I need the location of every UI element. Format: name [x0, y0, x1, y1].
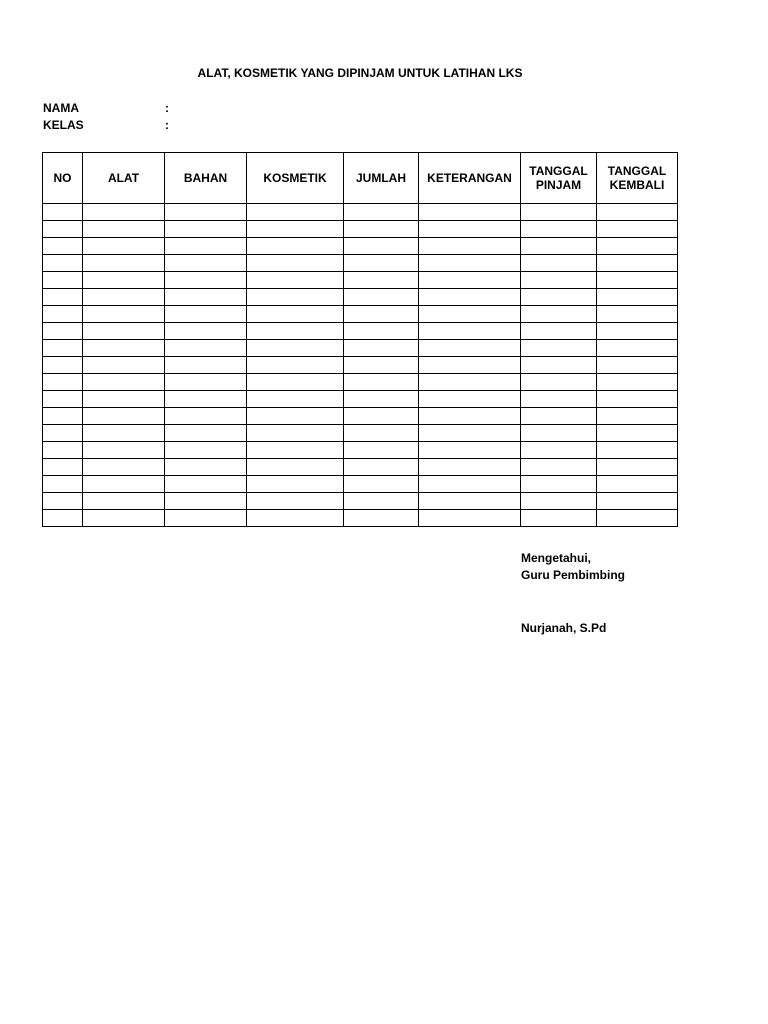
table-row [43, 238, 678, 255]
cell-no[interactable] [43, 204, 83, 221]
cell-alat[interactable] [83, 289, 165, 306]
cell-keterangan[interactable] [419, 425, 521, 442]
cell-jumlah[interactable] [344, 289, 419, 306]
cell-bahan[interactable] [165, 459, 247, 476]
cell-no[interactable] [43, 238, 83, 255]
cell-keterangan[interactable] [419, 357, 521, 374]
header-tanggal-kembali-line1: TANGGAL [607, 164, 667, 178]
table-row [43, 306, 678, 323]
cell-jumlah[interactable] [344, 510, 419, 527]
table-row [43, 221, 678, 238]
header-bahan [165, 153, 247, 204]
cell-keterangan[interactable] [419, 340, 521, 357]
table-header-row [43, 153, 678, 204]
cell-no[interactable] [43, 323, 83, 340]
cell-tanggal-kembali[interactable] [597, 391, 678, 408]
cell-jumlah[interactable] [344, 357, 419, 374]
cell-bahan[interactable] [165, 340, 247, 357]
cell-alat[interactable] [83, 238, 165, 255]
cell-bahan[interactable] [165, 476, 247, 493]
cell-tanggal-kembali[interactable] [597, 204, 678, 221]
table-row [43, 357, 678, 374]
cell-jumlah[interactable] [344, 221, 419, 238]
cell-bahan[interactable] [165, 323, 247, 340]
cell-keterangan[interactable] [419, 238, 521, 255]
cell-kosmetik[interactable] [247, 425, 344, 442]
cell-keterangan[interactable] [419, 476, 521, 493]
table-row [43, 289, 678, 306]
table-row [43, 340, 678, 357]
cell-alat[interactable] [83, 442, 165, 459]
cell-tanggal-pinjam[interactable] [521, 255, 597, 272]
cell-bahan[interactable] [165, 238, 247, 255]
cell-jumlah[interactable] [344, 255, 419, 272]
cell-keterangan[interactable] [419, 391, 521, 408]
cell-tanggal-pinjam[interactable] [521, 442, 597, 459]
cell-kosmetik[interactable] [247, 306, 344, 323]
kelas-label: KELAS [43, 118, 84, 132]
cell-alat[interactable] [83, 493, 165, 510]
cell-no[interactable] [43, 306, 83, 323]
cell-jumlah[interactable] [344, 391, 419, 408]
cell-jumlah[interactable] [344, 476, 419, 493]
cell-alat[interactable] [83, 425, 165, 442]
cell-tanggal-kembali[interactable] [597, 357, 678, 374]
cell-tanggal-kembali[interactable] [597, 340, 678, 357]
cell-no[interactable] [43, 289, 83, 306]
cell-tanggal-kembali[interactable] [597, 221, 678, 238]
cell-no[interactable] [43, 221, 83, 238]
cell-tanggal-pinjam[interactable] [521, 459, 597, 476]
cell-jumlah[interactable] [344, 442, 419, 459]
cell-tanggal-pinjam[interactable] [521, 340, 597, 357]
cell-jumlah[interactable] [344, 306, 419, 323]
table-row [43, 391, 678, 408]
cell-bahan[interactable] [165, 306, 247, 323]
header-alat-line1: ALAT [107, 171, 140, 185]
cell-bahan[interactable] [165, 374, 247, 391]
table-body [43, 204, 678, 527]
table-row [43, 459, 678, 476]
cell-tanggal-kembali[interactable] [597, 272, 678, 289]
cell-alat[interactable] [83, 408, 165, 425]
cell-kosmetik[interactable] [247, 510, 344, 527]
cell-keterangan[interactable] [419, 204, 521, 221]
cell-jumlah[interactable] [344, 323, 419, 340]
cell-no[interactable] [43, 408, 83, 425]
cell-keterangan[interactable] [419, 323, 521, 340]
cell-bahan[interactable] [165, 425, 247, 442]
header-kosmetik [247, 153, 344, 204]
cell-alat[interactable] [83, 272, 165, 289]
cell-jumlah[interactable] [344, 408, 419, 425]
cell-jumlah[interactable] [344, 493, 419, 510]
cell-jumlah[interactable] [344, 238, 419, 255]
cell-alat[interactable] [83, 221, 165, 238]
cell-jumlah[interactable] [344, 204, 419, 221]
cell-jumlah[interactable] [344, 459, 419, 476]
cell-kosmetik[interactable] [247, 204, 344, 221]
header-tanggal-kembali [597, 153, 678, 204]
cell-kosmetik[interactable] [247, 255, 344, 272]
cell-no[interactable] [43, 340, 83, 357]
header-jumlah-line1: JUMLAH [356, 171, 406, 185]
signature-acknowledged: Mengetahui, [521, 551, 592, 565]
cell-bahan[interactable] [165, 408, 247, 425]
cell-kosmetik[interactable] [247, 493, 344, 510]
cell-keterangan[interactable] [419, 408, 521, 425]
cell-jumlah[interactable] [344, 272, 419, 289]
cell-tanggal-kembali[interactable] [597, 255, 678, 272]
header-bahan-line1: BAHAN [183, 171, 228, 185]
cell-tanggal-pinjam[interactable] [521, 221, 597, 238]
header-no-line1: NO [53, 171, 72, 185]
cell-no[interactable] [43, 357, 83, 374]
cell-keterangan[interactable] [419, 510, 521, 527]
cell-keterangan[interactable] [419, 255, 521, 272]
cell-alat[interactable] [83, 391, 165, 408]
cell-kosmetik[interactable] [247, 238, 344, 255]
cell-kosmetik[interactable] [247, 391, 344, 408]
cell-bahan[interactable] [165, 357, 247, 374]
header-alat [83, 153, 165, 204]
cell-keterangan[interactable] [419, 289, 521, 306]
cell-tanggal-pinjam[interactable] [521, 272, 597, 289]
cell-kosmetik[interactable] [247, 459, 344, 476]
cell-keterangan[interactable] [419, 459, 521, 476]
cell-tanggal-pinjam[interactable] [521, 374, 597, 391]
signature-role: Guru Pembimbing [521, 568, 626, 582]
cell-keterangan[interactable] [419, 221, 521, 238]
cell-keterangan[interactable] [419, 374, 521, 391]
cell-alat[interactable] [83, 357, 165, 374]
cell-jumlah[interactable] [344, 340, 419, 357]
table-row [43, 510, 678, 527]
loan-table [42, 152, 678, 527]
table-row [43, 374, 678, 391]
cell-kosmetik[interactable] [247, 357, 344, 374]
cell-tanggal-kembali[interactable] [597, 476, 678, 493]
table-row [43, 272, 678, 289]
cell-tanggal-kembali[interactable] [597, 238, 678, 255]
cell-alat[interactable] [83, 255, 165, 272]
cell-tanggal-kembali[interactable] [597, 442, 678, 459]
cell-no[interactable] [43, 476, 83, 493]
cell-no[interactable] [43, 374, 83, 391]
cell-alat[interactable] [83, 340, 165, 357]
cell-kosmetik[interactable] [247, 408, 344, 425]
table-row [43, 476, 678, 493]
header-tanggal-kembali-line2: KEMBALI [609, 178, 665, 192]
cell-bahan[interactable] [165, 289, 247, 306]
cell-tanggal-kembali[interactable] [597, 323, 678, 340]
signature-name: Nurjanah, S.Pd [521, 621, 607, 635]
cell-kosmetik[interactable] [247, 289, 344, 306]
cell-kosmetik[interactable] [247, 323, 344, 340]
cell-alat[interactable] [83, 459, 165, 476]
cell-tanggal-kembali[interactable] [597, 459, 678, 476]
cell-no[interactable] [43, 255, 83, 272]
table-row [43, 255, 678, 272]
cell-tanggal-pinjam[interactable] [521, 323, 597, 340]
cell-tanggal-kembali[interactable] [597, 306, 678, 323]
table-row [43, 204, 678, 221]
cell-no[interactable] [43, 493, 83, 510]
table-row [43, 408, 678, 425]
cell-tanggal-kembali[interactable] [597, 425, 678, 442]
cell-alat[interactable] [83, 204, 165, 221]
header-kosmetik-line1: KOSMETIK [263, 171, 327, 185]
cell-tanggal-pinjam[interactable] [521, 408, 597, 425]
cell-kosmetik[interactable] [247, 374, 344, 391]
cell-kosmetik[interactable] [247, 340, 344, 357]
header-no [43, 153, 83, 204]
cell-tanggal-kembali[interactable] [597, 510, 678, 527]
cell-alat[interactable] [83, 476, 165, 493]
cell-tanggal-pinjam[interactable] [521, 425, 597, 442]
cell-alat[interactable] [83, 306, 165, 323]
cell-keterangan[interactable] [419, 272, 521, 289]
cell-jumlah[interactable] [344, 374, 419, 391]
kelas-colon: : [165, 118, 169, 132]
table-row [43, 493, 678, 510]
cell-kosmetik[interactable] [247, 221, 344, 238]
cell-alat[interactable] [83, 374, 165, 391]
cell-bahan[interactable] [165, 391, 247, 408]
cell-alat[interactable] [83, 510, 165, 527]
table-row [43, 442, 678, 459]
cell-kosmetik[interactable] [247, 476, 344, 493]
cell-keterangan[interactable] [419, 306, 521, 323]
header-tanggal-pinjam [521, 153, 597, 204]
cell-no[interactable] [43, 272, 83, 289]
cell-tanggal-pinjam[interactable] [521, 306, 597, 323]
cell-tanggal-pinjam[interactable] [521, 357, 597, 374]
cell-keterangan[interactable] [419, 493, 521, 510]
cell-kosmetik[interactable] [247, 272, 344, 289]
cell-tanggal-pinjam[interactable] [521, 510, 597, 527]
cell-tanggal-pinjam[interactable] [521, 493, 597, 510]
nama-label: NAMA [43, 101, 79, 115]
cell-tanggal-pinjam[interactable] [521, 391, 597, 408]
cell-bahan[interactable] [165, 255, 247, 272]
table-row [43, 425, 678, 442]
cell-bahan[interactable] [165, 493, 247, 510]
cell-bahan[interactable] [165, 442, 247, 459]
cell-tanggal-pinjam[interactable] [521, 238, 597, 255]
header-keterangan [419, 153, 521, 204]
header-tanggal-pinjam-line1: TANGGAL [529, 164, 588, 178]
cell-tanggal-kembali[interactable] [597, 493, 678, 510]
header-jumlah [344, 153, 419, 204]
cell-no[interactable] [43, 425, 83, 442]
cell-bahan[interactable] [165, 204, 247, 221]
cell-bahan[interactable] [165, 510, 247, 527]
cell-tanggal-pinjam[interactable] [521, 289, 597, 306]
header-keterangan-line1: KETERANGAN [427, 171, 512, 185]
cell-no[interactable] [43, 442, 83, 459]
cell-no[interactable] [43, 510, 83, 527]
cell-kosmetik[interactable] [247, 442, 344, 459]
cell-alat[interactable] [83, 323, 165, 340]
cell-bahan[interactable] [165, 221, 247, 238]
nama-colon: : [165, 101, 169, 115]
cell-tanggal-kembali[interactable] [597, 408, 678, 425]
cell-tanggal-kembali[interactable] [597, 289, 678, 306]
cell-tanggal-pinjam[interactable] [521, 204, 597, 221]
table-row [43, 323, 678, 340]
cell-no[interactable] [43, 391, 83, 408]
cell-no[interactable] [43, 459, 83, 476]
cell-keterangan[interactable] [419, 442, 521, 459]
cell-tanggal-kembali[interactable] [597, 374, 678, 391]
cell-tanggal-pinjam[interactable] [521, 476, 597, 493]
cell-bahan[interactable] [165, 272, 247, 289]
header-tanggal-pinjam-line2: PINJAM [535, 178, 582, 192]
cell-jumlah[interactable] [344, 425, 419, 442]
page-title: ALAT, KOSMETIK YANG DIPINJAM UNTUK LATIHAN LKS [197, 66, 523, 80]
